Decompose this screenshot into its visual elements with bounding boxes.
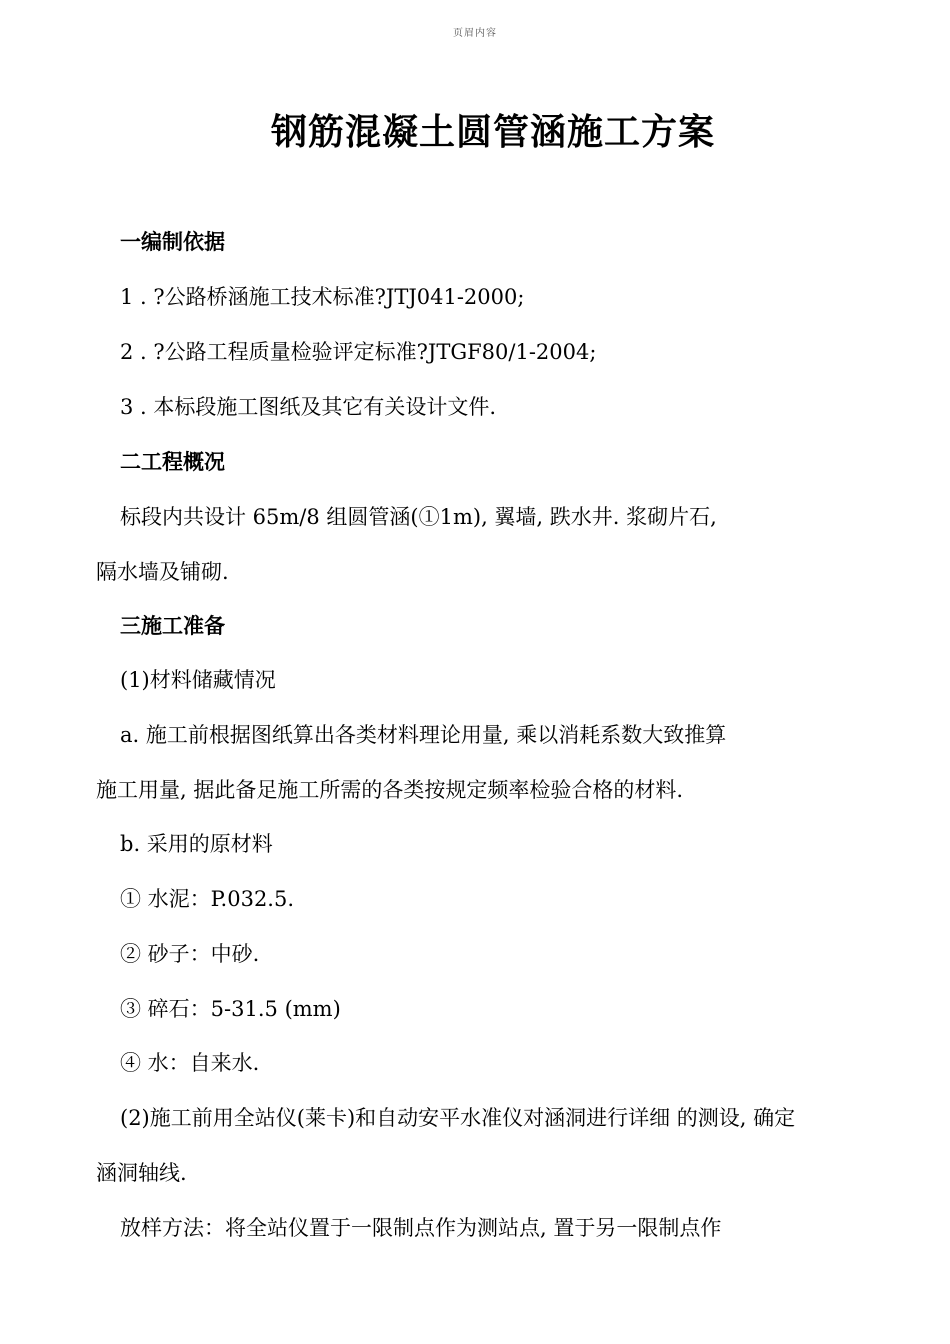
section-3-heading: 三施工准备: [120, 614, 225, 638]
section-3-a-line-1: a. 施工前根据图纸算出各类材料理论用量, 乘以消耗系数大致推算: [120, 723, 727, 747]
layout-method: 放样方法：将全站仪置于一限制点作为测站点, 置于另一限制点作: [120, 1216, 722, 1240]
material-gravel: ③ 碎石：5-31.5 (mm): [120, 997, 341, 1021]
section-3-subheading-2-line-1: (2)施工前用全站仪(莱卡)和自动安平水准仪对涵洞进行详细 的测设, 确定: [120, 1106, 796, 1130]
material-cement: ① 水泥：P.032.5.: [120, 887, 295, 911]
section-3-a-line-2: 施工用量, 据此备足施工所需的各类按规定频率检验合格的材料.: [96, 778, 684, 802]
section-3-b: b. 采用的原材料: [120, 832, 273, 856]
document-title: 钢筋混凝土圆管涵施工方案: [270, 112, 715, 153]
section-2-paragraph-line-1: 标段内共设计 65m/8 组圆管涵(①1m), 翼墙, 跌水井. 浆砌片石,: [120, 505, 717, 529]
section-2-paragraph-line-2: 隔水墙及铺砌.: [96, 560, 229, 584]
section-2-heading: 二工程概况: [120, 450, 225, 474]
material-sand: ② 砂子：中砂.: [120, 942, 260, 966]
section-3-subheading-1: (1)材料储藏情况: [120, 668, 276, 692]
section-1-item-1: 1 . ?公路桥涵施工技术标准?JTJ041-2000;: [120, 285, 525, 309]
section-3-subheading-2-line-2: 涵洞轴线.: [96, 1161, 187, 1185]
section-1-item-2: 2 . ?公路工程质量检验评定标准?JTGF80/1-2004;: [120, 340, 597, 364]
section-1-item-3: 3 . 本标段施工图纸及其它有关设计文件.: [120, 395, 497, 419]
section-1-heading: 一编制依据: [120, 230, 225, 254]
page-header: 页眉内容: [453, 28, 497, 39]
material-water: ④ 水：自来水.: [120, 1051, 260, 1075]
